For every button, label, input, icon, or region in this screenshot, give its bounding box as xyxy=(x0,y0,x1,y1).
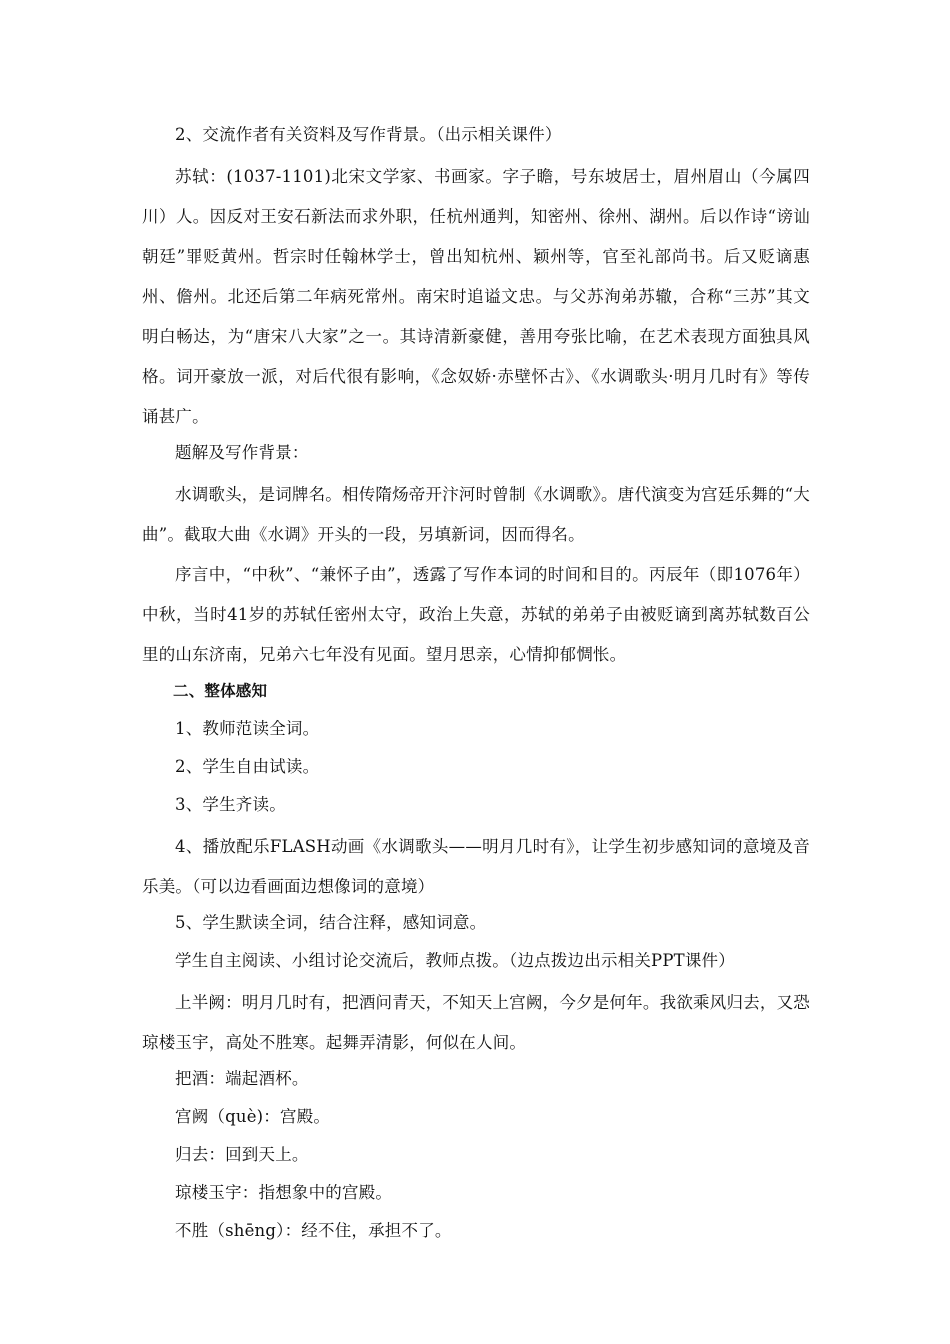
paragraph: 题解及写作背景： xyxy=(175,443,309,462)
list-item: 2、学生自由试读。 xyxy=(175,757,320,776)
annotation: 把酒：端起酒杯。 xyxy=(175,1069,309,1088)
list-item: 4、播放配乐FLASH动画《水调歌头——明月几时有》，让学生初步感知词的意境及音乐美。（可以边看画面边想像词的意境） xyxy=(142,837,810,896)
paragraph-poem-first-half: 上半阙：明月几时有，把酒问青天，不知天上宫阙，今夕是何年。我欲乘风归去，又恐琼楼玉宇，高处不胜寒。起舞弄清影，何似在人间。 xyxy=(142,993,810,1052)
annotation: 归去：回到天上。 xyxy=(175,1145,309,1164)
paragraph: 2、交流作者有关资料及写作背景。（出示相关课件） xyxy=(175,125,562,144)
annotation: 琼楼玉宇：指想象中的宫殿。 xyxy=(175,1183,393,1202)
list-item: 1、教师范读全词。 xyxy=(175,719,320,738)
document-body xyxy=(142,119,810,1253)
paragraph: 序言中，“中秋”、“兼怀子由”，透露了写作本词的时间和目的。丙辰年（即1076年）中秋，当时41岁的苏轼任密州太守，政治上失意，苏轼的弟弟子由被贬谪到离苏轼数百公里的山东济南，兄弟六七年没有见面。望月思亲，心情抑郁惆怅。 xyxy=(142,565,810,664)
paragraph-author-bio: 苏轼：(1037-1101)北宋文学家、书画家。字子瞻，号东坡居士，眉州眉山（今属四川）人。因反对王安石新法而求外职，任杭州通判，知密州、徐州、湖州。后以作诗“谤讪朝廷”罪贬黄州。哲宗时任翰林学士，曾出知杭州、颖州等，官至礼部尚书。后又贬谪惠州、儋州。北还后第二年病死常州。南宋时追谥文忠。与父苏洵弟苏辙，合称“三苏”其文明白畅达，为“唐宋八大家”之一。其诗清新豪健，善用夸张比喻，在艺术表现方面独具风格。词开豪放一派，对后代很有影响，《念奴娇·赤壁怀古》、《水调歌头·明月几时有》等传诵甚广。 xyxy=(142,167,810,426)
annotation: 不胜（shēng）：经不住，承担不了。 xyxy=(175,1221,452,1240)
list-item: 5、学生默读全词，结合注释，感知词意。 xyxy=(175,913,487,932)
annotation: 宫阙（què)：宫殿。 xyxy=(175,1107,331,1126)
section-heading: 二、整体感知 xyxy=(173,682,268,700)
paragraph: 学生自主阅读、小组讨论交流后，教师点拨。（边点拨边出示相关PPT课件） xyxy=(175,951,735,970)
list-item: 3、学生齐读。 xyxy=(175,795,286,814)
paragraph: 水调歌头，是词牌名。相传隋炀帝开汴河时曾制《水调歌》。唐代演变为宫廷乐舞的“大曲”。截取大曲《水调》开头的一段，另填新词，因而得名。 xyxy=(142,485,810,544)
